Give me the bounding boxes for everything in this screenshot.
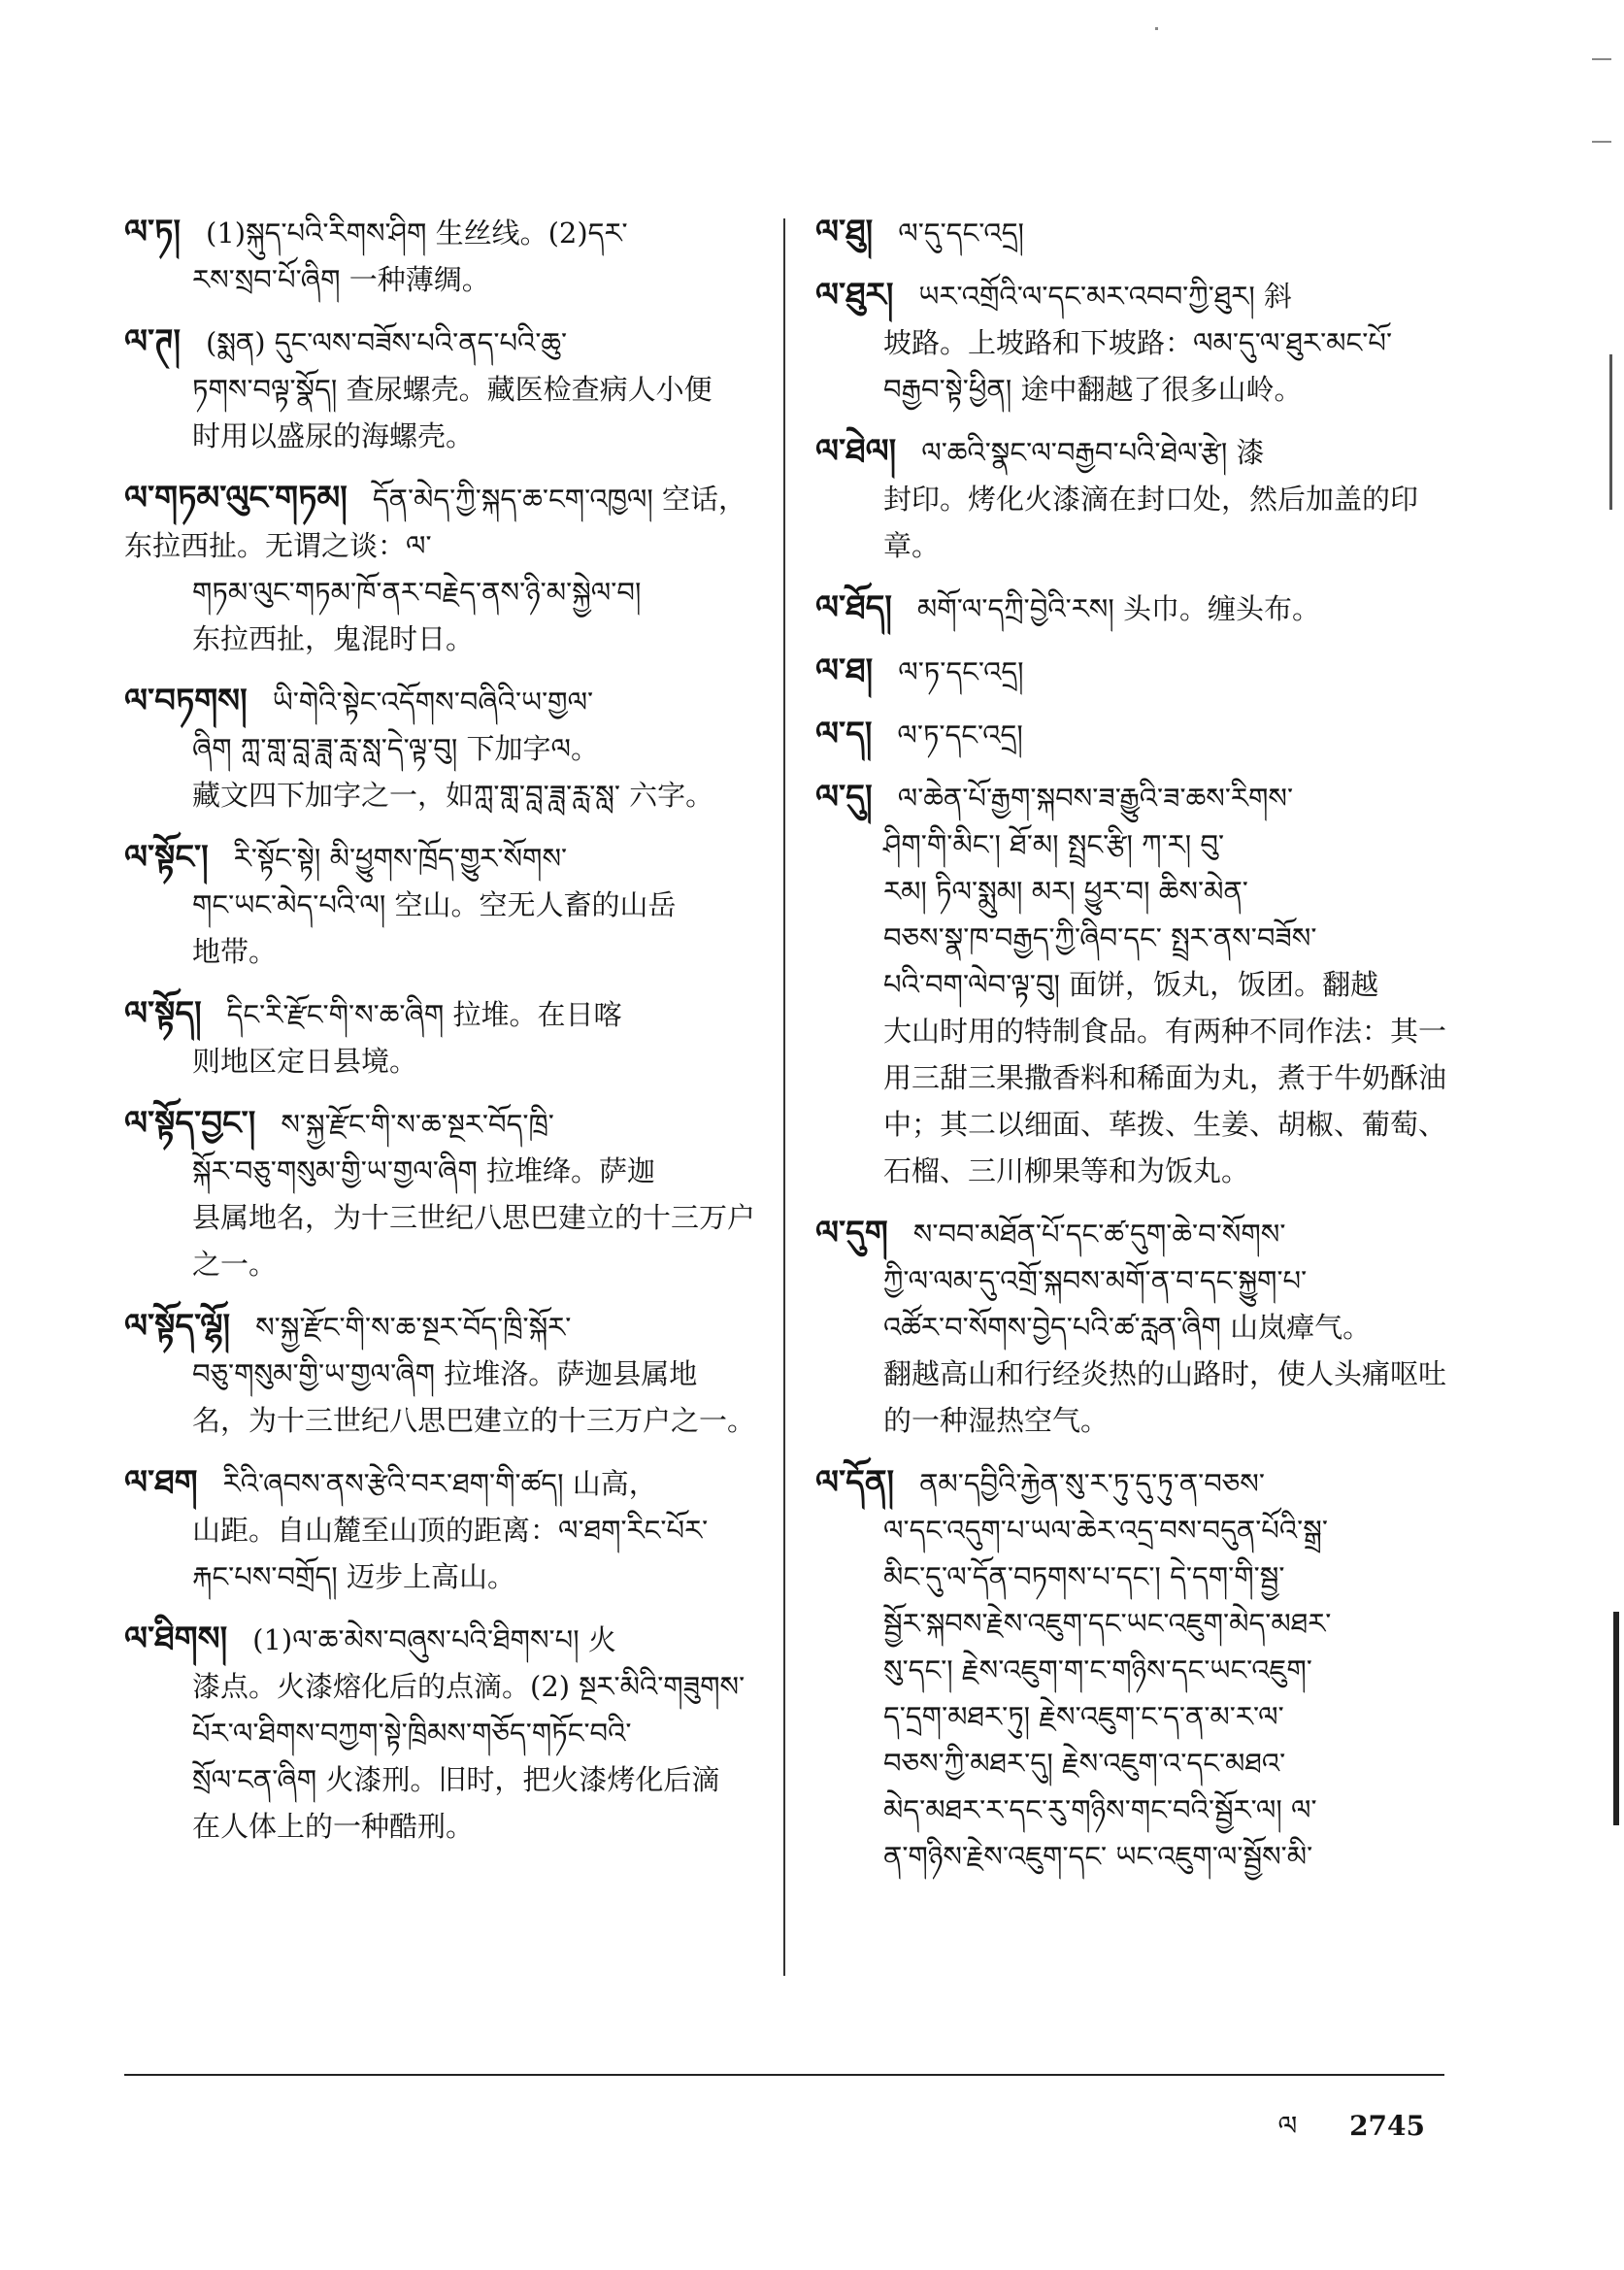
entry-definition-line: ས་བབ་མཐོན་པོ་དང་ཚ་དུག་ཆེ་བ་སོགས་ xyxy=(912,1218,1286,1251)
dictionary-entry xyxy=(815,272,1456,413)
entry-headword: ལ་ཐུར། xyxy=(815,276,894,315)
entry-definition-line: 东拉西扯，鬼混时日。 xyxy=(192,622,475,655)
entry-definition-line: པོར་ལ་ཐིགས་བཀྱག་སྟེ་ཁྲིམས་གཅོད་གཏོང་བའི་ xyxy=(192,1717,632,1750)
entry-definition-line: 时用以盛尿的海螺壳。 xyxy=(192,419,475,452)
dictionary-entry xyxy=(815,711,1456,758)
entry-definition-line: ཤིག་གི་མིང་། ཐོ་མ། སྤྲང་རྩི། ཀ་ར། བུ་ xyxy=(883,828,1225,861)
entry-definition-line: ལ་ཆེན་པོ་རྒྱག་སྐབས་ཟ་རྒྱུའི་ཟ་ཆས་རིགས་ xyxy=(897,782,1294,815)
entry-headword: ལ་ད། xyxy=(815,715,873,753)
entry-headword: ལ་དུ། xyxy=(815,778,873,817)
dictionary-entry xyxy=(124,318,765,459)
entry-headword: ལ་སྟོད། xyxy=(124,994,202,1033)
page-number: 2745 xyxy=(1349,2110,1425,2142)
entry-definition-line: 的一种湿热空气。 xyxy=(883,1404,1110,1437)
left-column xyxy=(124,209,765,1865)
column-divider xyxy=(783,218,785,1976)
entry-headword: ལ་ཏ། xyxy=(124,213,182,251)
dictionary-entry xyxy=(124,1100,765,1287)
entry-definition-line: རྐང་པས་བགྲོད། 迈步上高山。 xyxy=(192,1560,515,1593)
entry-headword: ལ་དུག xyxy=(815,1214,888,1252)
dictionary-entry xyxy=(815,1210,1456,1444)
entry-definition-line: ས་སྐྱ་རྫོང་གི་ས་ཆ་སྔར་བོད་ཁྲི་སྐོར་ xyxy=(255,1311,572,1344)
entry-headword: ལ་ཐུ། xyxy=(815,213,874,251)
entry-definition-line: གཏམ་ལུང་གཏམ་ཁོ་ནར་བརྗེད་ནས་ཉི་མ་སྐྱེལ་བ། xyxy=(192,576,642,609)
dictionary-entry xyxy=(124,475,765,662)
entry-definition-line: 大山时用的特制食品。有两种不同作法：其一 xyxy=(883,1015,1447,1048)
entry-definition-line: མེད་མཐར་ར་དང་རུ་གཉིས་གང་བའི་སྦྱོར་ལ། ལ་ xyxy=(883,1793,1317,1826)
entry-definition-line: དིང་རི་རྫོང་གི་ས་ཆ་ཞིག 拉堆。在日喀 xyxy=(226,998,622,1031)
entry-headword: ལ་བཏགས། xyxy=(124,682,248,720)
entry-definition-line: 名，为十三世纪八思巴建立的十三万户之一。 xyxy=(192,1404,756,1437)
entry-definition-line: སྦྱོར་སྐབས་རྗེས་འཇུག་དང་ཡང་འཇུག་མེད་མཐར་ xyxy=(883,1607,1332,1640)
entry-headword: ལ་ཊ། xyxy=(124,322,182,361)
entry-definition-line: ཏགས་བལྟ་སྣོད། 查尿螺壳。藏医检查病人小便 xyxy=(192,373,713,406)
entry-definition-line: 县属地名，为十三世纪八思巴建立的十三万户 xyxy=(192,1201,756,1234)
entry-definition-line: 封印。烤化火漆滴在封口处，然后加盖的印章。 xyxy=(883,483,1419,562)
entry-definition-line: 藏文四下加字之一，如ཀླ་གླ་བླ་ཟླ་རླ་སླ་ 六字。 xyxy=(192,779,714,812)
margin-scan-bar xyxy=(1613,1612,1619,1825)
entry-definition-line: 用三甜三果撒香料和稀面为丸，煮于牛奶酥油 xyxy=(883,1061,1447,1094)
entry-definition-line: 漆点。火漆熔化后的点滴。(2) སྔར་མིའི་གཟུགས་ xyxy=(192,1670,746,1703)
entry-definition-line: འཚོར་བ་སོགས་བྱེད་པའི་ཚ་རླན་ཞིག 山岚瘴气。 xyxy=(883,1311,1372,1344)
entry-definition-line: 山距。自山麓至山顶的距离：ལ་ཐག་རིང་པོར་ xyxy=(192,1514,709,1547)
entry-definition-line: སྐོར་བཅུ་གསུམ་གྱི་ཡ་གྱལ་ཞིག 拉堆绛。萨迦 xyxy=(192,1154,655,1187)
entry-definition-line: སུ་དང་། རྗེས་འཇུག་ག་ང་གཉིས་དང་ཡང་འཇུག་ xyxy=(883,1653,1312,1686)
scan-dot xyxy=(1155,27,1158,30)
entry-definition-line: ད་དྲག་མཐར་ཏུ། རྗེས་འཇུག་ང་ད་ན་མ་ར་ལ་ xyxy=(883,1700,1284,1733)
entry-definition-line: ཞིག ཀླ་གླ་བླ་ཟླ་རླ་སླ་དེ་ལྟ་བུ། 下加字ལ。 xyxy=(192,732,600,765)
entry-headword: ལ་ཐོད། xyxy=(815,588,892,627)
entry-definition-line: བརྒྱབ་སྟེ་ཕྱིན། 途中翻越了很多山岭。 xyxy=(883,373,1303,406)
dictionary-entry xyxy=(124,1303,765,1444)
entry-definition-line: 坡路。上坡路和下坡路：ལམ་དུ་ལ་ཐུར་མང་པོ་ xyxy=(883,326,1393,359)
dictionary-entry xyxy=(815,1459,1456,1880)
dictionary-entry xyxy=(815,648,1456,695)
entry-headword: ལ་སྟོད་ལྷོ། xyxy=(124,1307,231,1346)
dictionary-entry xyxy=(124,209,765,303)
entry-definition-line: (སྨན) དུང་ལས་བཟོས་པའི་ནད་པའི་ཆུ་ xyxy=(206,326,568,359)
entry-definition-line: ཡར་འགྲོའི་ལ་དང་མར་འབབ་ཀྱི་ཐུར། 斜 xyxy=(918,280,1293,313)
margin-scan-mark xyxy=(1609,354,1612,510)
entry-definition-line: ལ་དུ་དང་འདྲ། xyxy=(898,217,1024,250)
entry-definition-line: 在人体上的一种酷刑。 xyxy=(192,1810,475,1843)
entry-headword: ལ་གཏམ་ལུང་གཏམ། xyxy=(124,479,348,517)
entry-definition-line: ས་སྐྱ་རྫོང་གི་ས་ཆ་སྔར་བོད་ཁྲི་ xyxy=(281,1108,554,1141)
entry-headword: ལ་སྟོད་བྱང་། xyxy=(124,1104,256,1143)
entry-definition-line: ལ་ཏ་དང་འདྲ། xyxy=(897,718,1023,751)
dictionary-entry xyxy=(815,584,1456,632)
entry-headword: ལ་ཐེལ། xyxy=(815,432,897,471)
dictionary-entry xyxy=(124,1459,765,1600)
entry-definition-line: བཅས་སྣ་ཁ་བརྒྱད་ཀྱི་ཞིབ་དང་ སྤྲར་ནས་བཟོས་ xyxy=(883,921,1317,954)
entry-definition-line: བཅས་ཀྱི་མཐར་དུ། རྗེས་འཇུག་འ་དང་མཐའ་ xyxy=(883,1747,1286,1780)
entry-definition-line: 翻越高山和行经炎热的山路时，使人头痛呕吐 xyxy=(883,1357,1447,1390)
entry-definition-line: དོན་མེད་ཀྱི་སྐད་ཆ་ངག་འཁྱལ། 空话，东拉西扯。无谓之谈：ལ་ xyxy=(124,483,747,562)
entry-definition-line: སྲོལ་ངན་ཞིག 火漆刑。旧时，把火漆烤化后滴 xyxy=(192,1763,720,1796)
entry-headword: ལ་ཐག xyxy=(124,1463,198,1502)
entry-definition-line: རས་སྲབ་པོ་ཞིག 一种薄绸。 xyxy=(192,263,490,296)
entry-definition-line: 地带。 xyxy=(192,935,278,968)
entry-definition-line: (1)སྐུད་པའི་རིགས་ཤིག 生丝线。(2)དར་ xyxy=(206,217,628,250)
entry-definition-line: (1)ལ་ཆ་མེས་བཞུས་པའི་ཐིགས་པ། 火 xyxy=(252,1623,616,1656)
entry-definition-line: མིང་དུ་ལ་དོན་བཏགས་པ་དང་། དེ་དག་གི་སྦྱ་ xyxy=(883,1560,1285,1593)
scan-tick xyxy=(1592,58,1611,60)
entry-definition-line: 石榴、三川柳果等和为饭丸。 xyxy=(883,1154,1250,1187)
dictionary-entry xyxy=(124,1616,765,1850)
entry-definition-line: གང་ཡང་མེད་པའི་ལ། 空山。空无人畜的山岳 xyxy=(192,888,677,921)
right-column xyxy=(815,209,1456,1895)
dictionary-entry xyxy=(815,209,1456,256)
entry-definition-line: རི་སྟོང་སྟེ། མི་ཕྱུགས་ཁྲོད་གྱུར་སོགས་ xyxy=(233,842,568,875)
entry-definition-line: རམ། ཏིལ་སྨུམ། མར། ཕྱུར་བ། ཆིས་མེན་ xyxy=(883,875,1248,908)
entry-headword: ལ་ཐ། xyxy=(815,651,874,690)
entry-headword: ལ་སྟོང་། xyxy=(124,838,209,877)
entry-definition-line: ན་གཉིས་རྗེས་འཇུག་དང་ ཡང་འཇུག་ལ་སྦྱོས་མི་ xyxy=(883,1840,1313,1873)
dictionary-entry xyxy=(815,774,1456,1194)
entry-definition-line: ལ་ཏ་དང་འདྲ། xyxy=(898,655,1024,688)
entry-definition-line: རིའི་ཞབས་ནས་རྩེའི་བར་ཐག་གི་ཚད། 山高， xyxy=(222,1467,657,1500)
entry-definition-line: 之一。 xyxy=(192,1248,278,1281)
entry-definition-line: ལ་དང་འདུག་པ་ཡལ་ཆེར་འདྲ་བས་བདུན་པོའི་སྒྲ་ xyxy=(883,1514,1328,1547)
entry-definition-line: 则地区定日县境。 xyxy=(192,1045,418,1078)
entry-definition-line: མགོ་ལ་དཀྲི་བྱེའི་རས། 头巾。缠头布。 xyxy=(916,592,1321,625)
footer-rule xyxy=(124,2074,1444,2076)
entry-definition-line: པའི་བག་ལེབ་ལྟ་བུ། 面饼，饭丸，饭团。翻越 xyxy=(883,968,1379,1001)
entry-definition-line: ནམ་དབྱིའི་རྐྱེན་སུ་ར་ཏུ་དུ་ཏུ་ན་བཅས་ xyxy=(919,1467,1265,1500)
dictionary-entry xyxy=(124,990,765,1085)
entry-headword: ལ་ཐིགས། xyxy=(124,1619,228,1658)
entry-definition-line: ཀྱི་ལ་ལམ་དུ་འགྲོ་སྐབས་མགོ་ན་བ་དང་སྐྱུག་པ་ xyxy=(883,1264,1308,1297)
entry-definition-line: བཅུ་གསུམ་གྱི་ཡ་གྱལ་ཞིག 拉堆洛。萨迦县属地 xyxy=(192,1357,698,1390)
section-letter: ལ xyxy=(1277,2110,1298,2142)
entry-definition-line: ཡི་གེའི་སྟེང་འདོགས་བཞིའི་ཡ་གྱལ་ xyxy=(272,685,594,718)
entry-definition-line: ལ་ཆའི་སྣང་ལ་བརྒྱབ་པའི་ཐེལ་རྩེ། 漆 xyxy=(921,436,1265,469)
dictionary-entry xyxy=(124,678,765,818)
entry-definition-line: 中；其二以细面、荜拨、生姜、胡椒、葡萄、 xyxy=(883,1108,1447,1141)
dictionary-entry xyxy=(124,834,765,975)
entry-headword: ལ་དོན། xyxy=(815,1463,895,1502)
scan-tick xyxy=(1592,141,1611,143)
dictionary-entry xyxy=(815,428,1456,569)
page-footer xyxy=(1278,2095,1425,2172)
